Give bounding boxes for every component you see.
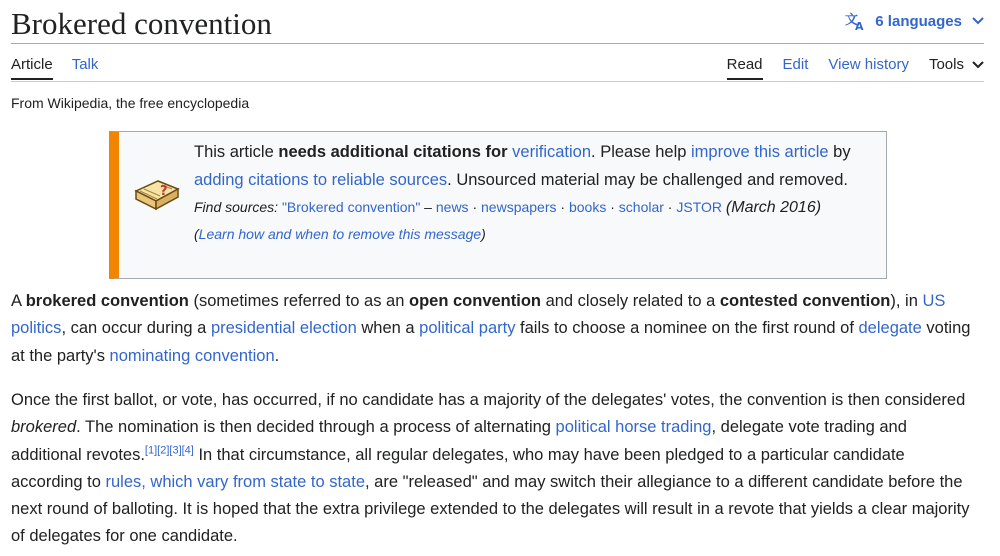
text-segment: In that circumstance, all regular delegates, who may have been pledged to a particular candidate according to: [11, 445, 905, 491]
reference-link[interactable]: [2]: [157, 444, 170, 457]
term-open-convention: open convention: [408, 292, 541, 310]
notice-text-segment: . Please help: [591, 143, 692, 161]
chevron-down-icon: [972, 56, 984, 74]
tools-label: Tools: [928, 56, 964, 73]
svg-text:?: ?: [160, 184, 168, 199]
link-nominating-convention[interactable]: nominating convention: [109, 346, 275, 365]
link-source-newspapers[interactable]: newspapers: [481, 199, 557, 215]
text-segment: ), in: [890, 292, 923, 310]
tab-read[interactable]: Read: [727, 56, 763, 80]
text-segment: and closely related to a: [540, 292, 720, 310]
separator: ·: [556, 199, 569, 215]
notice-date: (March 2016): [725, 199, 822, 216]
link-learn-remove-message[interactable]: Learn how and when to remove this message: [198, 226, 482, 242]
link-political-party[interactable]: political party: [419, 319, 516, 338]
link-improve-article[interactable]: improve this article: [691, 143, 829, 161]
svg-text:A: A: [855, 20, 864, 31]
languages-label: 6 languages: [875, 12, 962, 30]
notice-text-segment: This article: [194, 143, 279, 161]
text-segment: Once the first ballot, or vote, has occurred, if no candidate has a majority of the delegates' votes, the convention is then considered: [11, 391, 966, 409]
link-source-books[interactable]: books: [568, 199, 607, 215]
chevron-down-icon: [972, 17, 984, 25]
text-segment: , delegate vote trading and additional revotes.: [11, 418, 907, 464]
title-divider: [11, 43, 984, 44]
tab-view-history[interactable]: View history: [828, 56, 909, 73]
notice-text: [194, 139, 874, 248]
term-brokered: brokered: [11, 418, 77, 437]
citation-notice-box: [109, 131, 887, 279]
paren: ): [481, 226, 486, 242]
translate-icon: [845, 11, 865, 31]
tab-article[interactable]: Article: [11, 56, 53, 80]
text-segment: voting at the party's: [11, 319, 971, 365]
text-segment: . The nomination is then decided through a process of alternating: [76, 418, 556, 437]
link-political-horse-trading[interactable]: political horse trading: [555, 418, 712, 437]
text-segment: .: [274, 346, 280, 365]
text-segment: , can occur during a: [61, 319, 211, 338]
book-question-icon: [132, 177, 182, 222]
notice-emphasis: needs additional citations for: [278, 143, 508, 161]
languages-button[interactable]: [845, 11, 984, 31]
link-source-news[interactable]: news: [435, 199, 469, 215]
text-segment: A: [11, 292, 26, 310]
namespace-tabs: [11, 56, 98, 80]
paren: (: [194, 226, 199, 242]
learn-line: [194, 221, 874, 248]
separator: –: [420, 199, 436, 215]
separator: ·: [468, 199, 482, 215]
separator: ·: [606, 199, 619, 215]
reference-link[interactable]: [1]: [144, 444, 158, 457]
link-us-politics[interactable]: US politics: [11, 292, 946, 338]
link-source-scholar[interactable]: scholar: [618, 199, 664, 215]
notice-text-segment: by: [828, 143, 851, 161]
find-sources-line: [194, 194, 874, 221]
link-find-query[interactable]: "Brokered convention": [281, 199, 421, 215]
text-segment: fails to choose a nominee on the first round of: [515, 319, 859, 338]
paragraph-intro: [11, 288, 976, 370]
text-segment: , are "released" and may switch their allegiance to a different candidate before the next round of balloting. It is hoped that the extra privilege extended to the delegates will result in a revote that yields a clear majority of delegates for one candidate.: [11, 472, 970, 546]
paragraph-process: [11, 387, 976, 551]
link-presidential-election[interactable]: presidential election: [210, 319, 357, 338]
tabs-divider: [11, 81, 984, 82]
view-tabs: [727, 56, 984, 80]
link-adding-citations[interactable]: adding citations to reliable sources: [194, 170, 448, 189]
tab-talk[interactable]: Talk: [71, 56, 99, 73]
page-title: Brokered convention: [11, 6, 272, 41]
link-delegate[interactable]: delegate: [858, 319, 922, 338]
link-rules-vary-by-state[interactable]: rules, which vary from state to state: [105, 472, 365, 491]
reference-link[interactable]: [3]: [169, 444, 182, 457]
term-brokered-convention: brokered convention: [25, 292, 189, 310]
separator: ·: [663, 199, 677, 215]
tab-edit[interactable]: Edit: [782, 56, 809, 73]
text-segment: (sometimes referred to as an: [188, 292, 409, 310]
notice-text-segment: . Unsourced material may be challenged and removed.: [447, 170, 848, 189]
tools-menu[interactable]: [929, 56, 984, 80]
text-segment: when a: [356, 319, 420, 338]
term-contested-convention: contested convention: [719, 292, 891, 310]
svg-text:文: 文: [845, 13, 859, 28]
link-verification[interactable]: verification: [512, 143, 592, 161]
link-source-jstor[interactable]: JSTOR: [676, 199, 723, 215]
find-sources-label: Find sources:: [194, 199, 279, 215]
site-tagline: From Wikipedia, the free encyclopedia: [11, 95, 250, 111]
reference-link[interactable]: [4]: [181, 444, 194, 457]
